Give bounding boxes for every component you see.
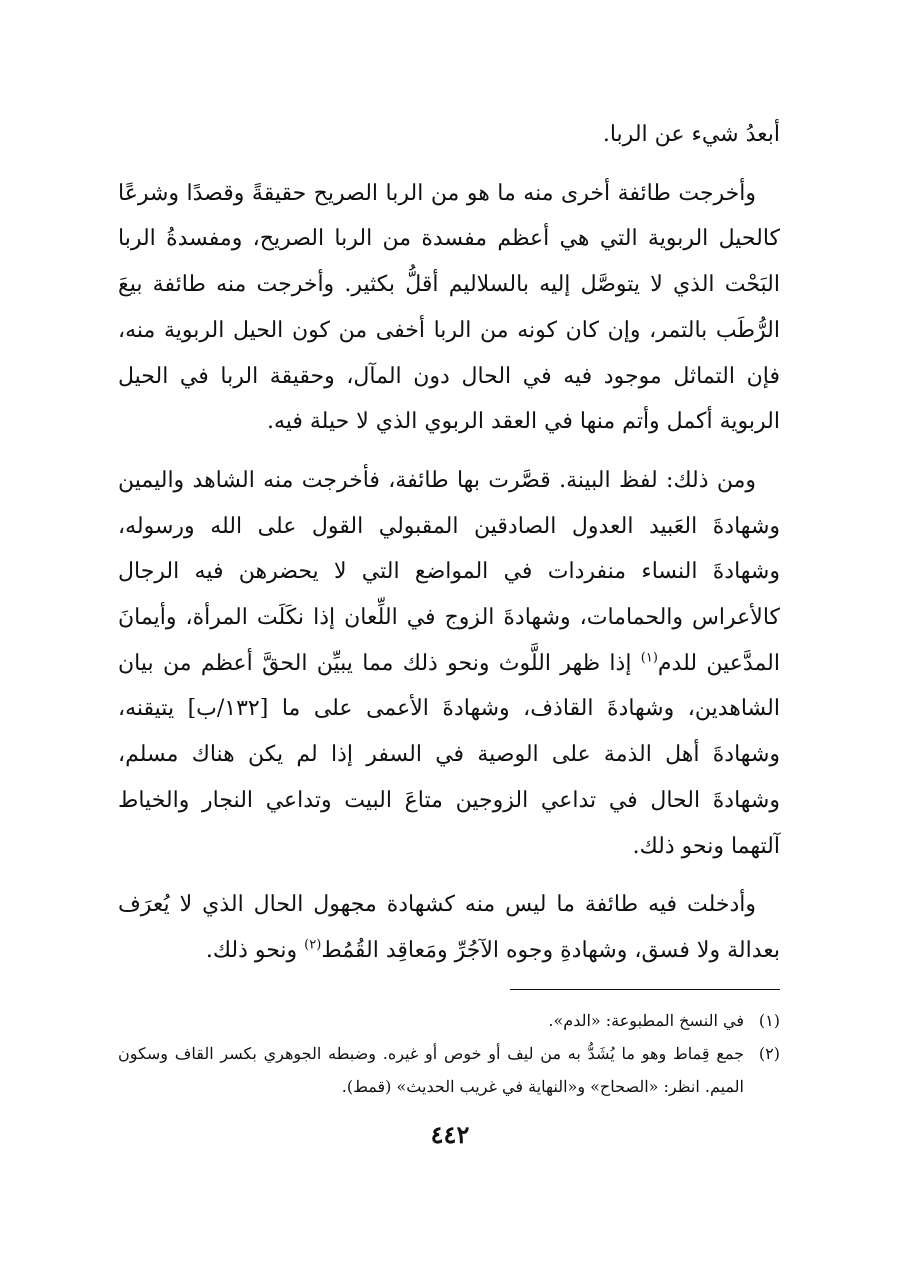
paragraph-3 xyxy=(118,458,780,869)
main-text xyxy=(118,112,780,987)
footnote-1 xyxy=(118,1004,780,1037)
footnote-2-text: جمع قِماط وهو ما يُشَدُّ به من ليف أو خوص أو غيره. وضبطه الجوهري بكسر القاف وسكون الميم. انظر: «الصحاح» و«النهاية في غريب الحديث» (قمط). xyxy=(118,1044,744,1096)
page-number: ٤٤٢ xyxy=(430,1120,470,1149)
paragraph-3-text-a: ومن ذلك: لفظ البينة. قصَّرت بها طائفة، فأخرجت منه الشاهد واليمين وشهادةَ العَبيد العدول الصادقين المقبولي القول على الله ورسوله، وشهادةَ النساء منفردات في المواضع التي لا يحضرهن فيه الرجال كالأعراس والحمامات، وشهادةَ الزوج في اللِّعان إذا نكَلَت المرأة، وأيمانَ المدَّعين للدم xyxy=(118,467,781,676)
footnote-1-number: (١) xyxy=(758,1011,780,1030)
paragraph-4-text-a: وأدخلت فيه طائفة ما ليس منه كشهادة مجهول الحال الذي لا يُعرَف بعدالة ولا فسق، وشهادةِ وجوه الآجُرِّ ومَعاقِد القُمُط xyxy=(118,892,780,963)
paragraph-3-text-b: إذا ظهر اللَّوث ونحو ذلك مما يبيِّن الحقَّ أعظم من بيان الشاهدين، وشهادةَ القاذف، وشهادةَ الأعمى على ما [١٣٢/ب] يتيقنه، وشهادةَ أهل الذمة على الوصية في السفر إذا لم يكن هناك مسلم، وشهادةَ الحال في تداعي الزوجين متاعَ البيت وتداعي النجار والخياط آلتهما ونحو ذلك. xyxy=(118,650,781,859)
paragraph-1 xyxy=(118,112,780,158)
footnote-separator xyxy=(510,989,780,990)
paragraph-2 xyxy=(118,171,780,445)
footnotes xyxy=(118,1004,780,1103)
footnote-1-text: في النسخ المطبوعة: «الدم». xyxy=(548,1011,744,1030)
paragraph-2-text: وأخرجت طائفة أخرى منه ما هو من الربا الصريح حقيقةً وقصدًا وشرعًا كالحيل الربوية التي هي أعظم مفسدة من الربا الصريح، ومفسدةُ الربا البَحْت الذي لا يتوصَّل إليه بالسلاليم أقلُّ بكثير. وأخرجت منه طائفة بيعَ الرُّطَب بالتمر، وإن كان كونه من الربا أخفى من كون الحيل الربوية منه، فإن التماثل موجود فيه في الحال دون المآل، وحقيقة الربا في الحيل الربوية أكمل وأتم منها في العقد الربوي الذي لا حيلة فيه. xyxy=(118,180,780,435)
paragraph-4-text-b: ونحو ذلك. xyxy=(205,937,305,963)
footnote-2-number: (٢) xyxy=(758,1044,780,1063)
paragraph-1-text: أبعدُ شيء عن الربا. xyxy=(602,122,780,147)
paragraph-4 xyxy=(118,882,780,973)
footnote-ref-2[interactable]: (٢) xyxy=(304,937,322,953)
footnote-2 xyxy=(118,1037,780,1103)
footnote-ref-1[interactable]: (١) xyxy=(640,650,658,666)
